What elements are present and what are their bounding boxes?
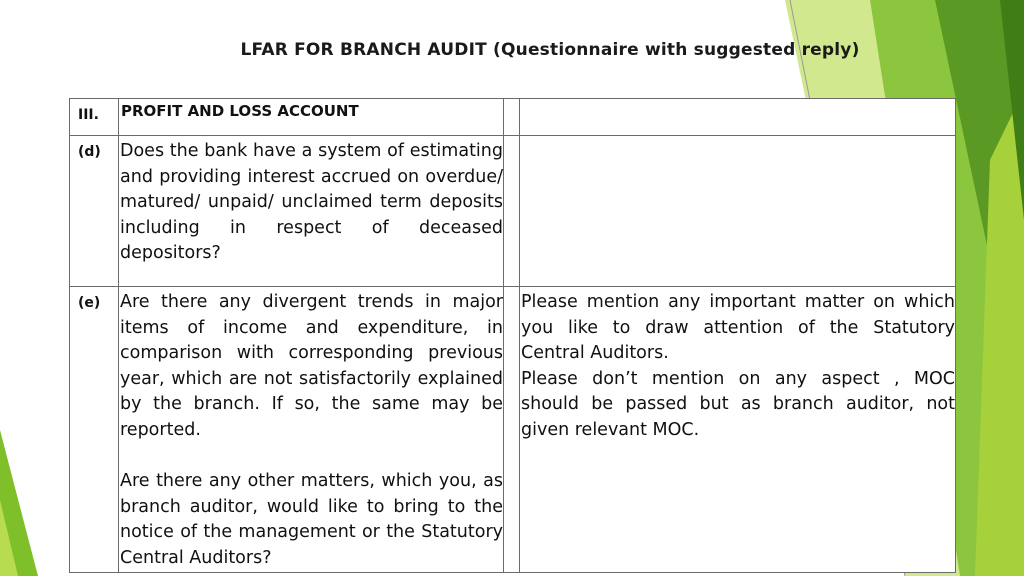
question-paragraph: Are there any other matters, which you, as branch auditor, would like to bring to the notice of the management or the Statutory Central Auditors? bbox=[120, 471, 503, 568]
reply-paragraph: Please mention any important matter on which you like to draw attention of the Statutory Central Auditors. bbox=[521, 292, 955, 364]
table-row bbox=[70, 136, 956, 287]
paragraph-spacer bbox=[120, 444, 503, 470]
gap-cell bbox=[504, 136, 520, 287]
question-text bbox=[119, 136, 504, 287]
section-heading: PROFIT AND LOSS ACCOUNT bbox=[119, 99, 504, 136]
question-paragraph: Does the bank have a system of estimating and providing interest accrued on overdue/ matured/ unpaid/ unclaimed term deposits including in respect of deceased depositors? bbox=[120, 141, 503, 264]
questionnaire-table bbox=[69, 98, 956, 573]
row-label: (d) bbox=[70, 136, 119, 287]
question-paragraph: Are there any divergent trends in major items of income and expenditure, in comparison with corresponding previous year, which are not satisfactorily explained by the branch. If so, the same may be reported. bbox=[120, 292, 503, 440]
section-number: III. bbox=[70, 99, 119, 136]
page-title: LFAR FOR BRANCH AUDIT (Questionnaire with suggested reply) bbox=[240, 40, 860, 60]
row-label: (e) bbox=[70, 287, 119, 573]
gap-cell bbox=[504, 99, 520, 136]
reply-text bbox=[520, 287, 956, 573]
reply-text bbox=[520, 136, 956, 287]
answer-cell bbox=[520, 99, 956, 136]
gap-cell bbox=[504, 287, 520, 573]
reply-paragraph: Please don’t mention on any aspect , MOC should be passed but as branch auditor, not given relevant MOC. bbox=[521, 368, 955, 440]
question-text bbox=[119, 287, 504, 573]
section-header-row bbox=[70, 99, 956, 136]
table-row bbox=[70, 287, 956, 573]
